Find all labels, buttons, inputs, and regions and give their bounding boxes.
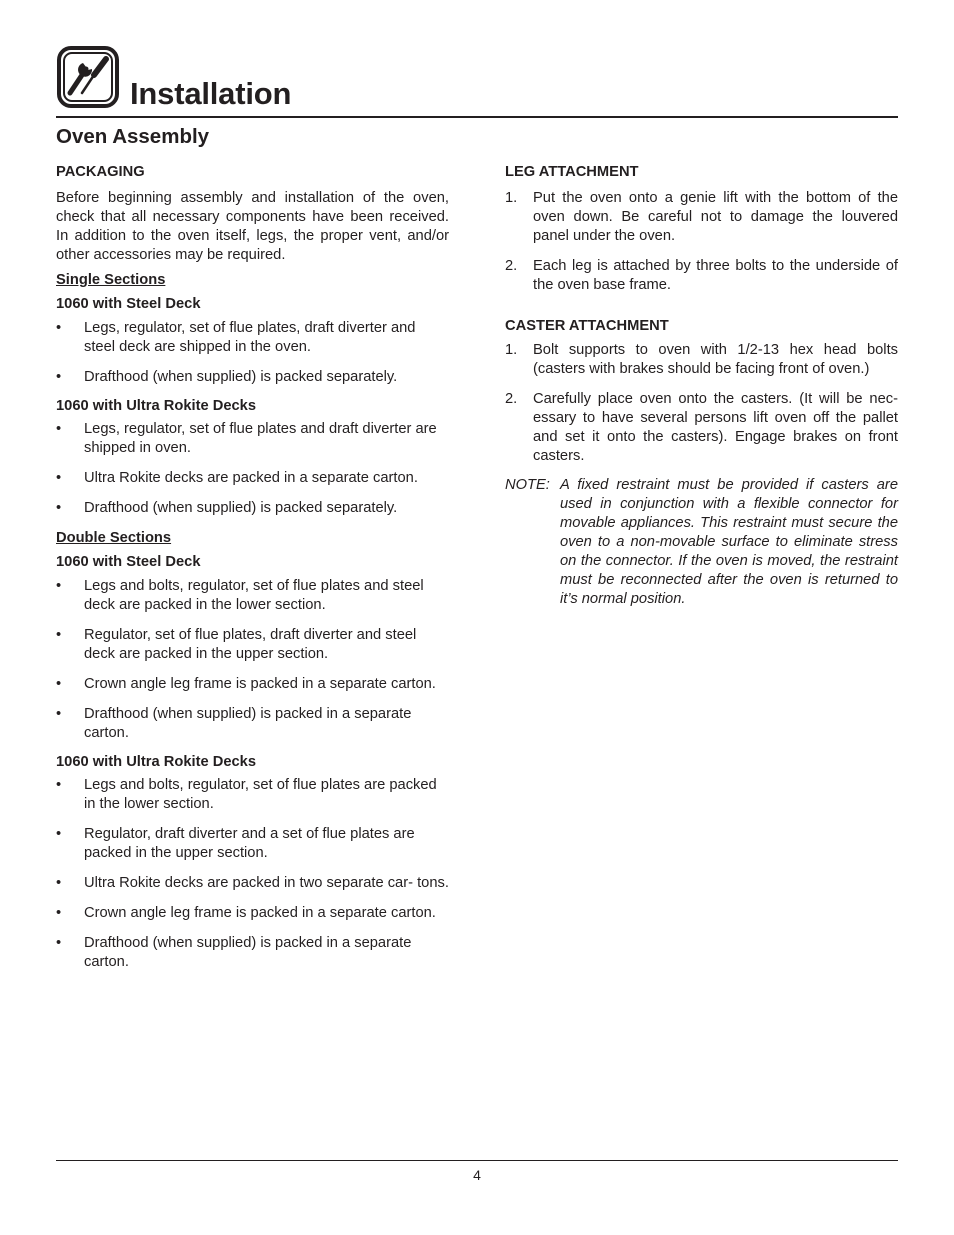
list-item xyxy=(56,577,449,615)
list-item-text: Bolt supports to oven with 1/2-13 hex head bolts (casters with brakes should be facing front of oven.) xyxy=(533,342,898,377)
bullet-mark: • xyxy=(56,578,62,594)
page-number: 4 xyxy=(473,1167,481,1183)
list-item xyxy=(505,189,898,246)
list-item-text: Ultra Rokite decks are packed in two separate car- tons. xyxy=(84,875,449,891)
bullet-mark: • xyxy=(56,826,62,842)
double-rokite-heading: 1060 with Ultra Rokite Decks xyxy=(56,754,256,770)
packaging-heading: PACKAGING xyxy=(56,164,145,180)
packaging-text: Before beginning assembly and installation of the oven, check that all necessary components have been received. In addition to the oven itself, legs, the proper vent, and/or other accessories may be required. xyxy=(56,190,449,263)
note xyxy=(505,476,898,609)
list-item-text: Put the oven onto a genie lift with the bottom of the oven down. Be careful not to damage the louvered panel under the oven. xyxy=(533,190,898,244)
bullet-mark: • xyxy=(56,905,62,921)
list-item xyxy=(56,904,449,923)
footer-rule xyxy=(56,1160,898,1161)
bullet-mark: • xyxy=(56,935,62,951)
note-text: A fixed restraint must be provided if casters are used in conjunction with a flexible connector for movable appliances. This restraint must secure the oven to a non-movable surface to eliminate stress on the connector. If the oven is moved, the restraint must be reconnected after the oven is returned to it’s normal position. xyxy=(560,477,898,607)
list-item-text: Legs and bolts, regulator, set of flue plates and steel deck are packed in the lower section. xyxy=(84,578,424,613)
list-item xyxy=(56,469,449,488)
bullet-mark: • xyxy=(56,421,62,437)
list-item xyxy=(505,390,898,466)
list-item xyxy=(56,825,449,863)
single-rokite-heading: 1060 with Ultra Rokite Decks xyxy=(56,398,256,414)
list-item-text: Legs, regulator, set of flue plates and draft diverter are shipped in oven. xyxy=(84,421,437,456)
list-item-text: Drafthood (when supplied) is packed separately. xyxy=(84,500,398,516)
single-rokite-list xyxy=(56,420,449,518)
wrench-screwdriver-icon xyxy=(56,45,120,109)
bullet-mark: • xyxy=(56,875,62,891)
page-header xyxy=(56,45,898,119)
double-sections-heading: Double Sections xyxy=(56,530,172,546)
page-title: Installation xyxy=(130,76,292,111)
list-item-text: Regulator, set of flue plates, draft diverter and steel deck are packed in the upper section. xyxy=(84,627,417,662)
bullet-mark: • xyxy=(56,777,62,793)
section-title: Oven Assembly xyxy=(56,125,210,148)
bullet-mark: • xyxy=(56,500,62,516)
caster-attachment-heading: CASTER ATTACHMENT xyxy=(505,318,669,334)
list-item xyxy=(56,705,449,743)
caster-attachment-list xyxy=(505,341,898,466)
list-item-text: Each leg is attached by three bolts to the underside of the oven base frame. xyxy=(533,258,898,293)
list-item-text: Drafthood (when supplied) is packed in a separate carton. xyxy=(84,935,412,970)
bullet-mark: • xyxy=(56,627,62,643)
list-item-text: Drafthood (when supplied) is packed in a separate carton. xyxy=(84,706,412,741)
leg-attachment-heading: LEG ATTACHMENT xyxy=(505,164,639,180)
list-item xyxy=(56,874,449,893)
step-number: 2. xyxy=(505,391,518,407)
list-item-text: Crown angle leg frame is packed in a separate carton. xyxy=(84,905,436,921)
list-item-text: Regulator, draft diverter and a set of flue plates are packed in the upper section. xyxy=(84,826,415,861)
bullet-mark: • xyxy=(56,676,62,692)
list-item xyxy=(56,319,449,357)
left-column xyxy=(56,162,449,972)
single-steel-deck-heading: 1060 with Steel Deck xyxy=(56,296,201,312)
list-item xyxy=(56,675,449,694)
list-item-text: Crown angle leg frame is packed in a separate carton. xyxy=(84,676,436,692)
bullet-mark: • xyxy=(56,706,62,722)
note-label: NOTE: xyxy=(505,477,550,493)
step-number: 1. xyxy=(505,190,518,206)
list-item xyxy=(56,420,449,458)
double-rokite-list xyxy=(56,776,449,972)
list-item-text: Ultra Rokite decks are packed in a separate carton. xyxy=(84,470,418,486)
list-item xyxy=(505,341,898,379)
double-steel-deck-list xyxy=(56,577,449,743)
single-steel-deck-list xyxy=(56,319,449,387)
right-column xyxy=(505,162,898,609)
list-item xyxy=(56,368,449,387)
bullet-mark: • xyxy=(56,470,62,486)
list-item-text: Drafthood (when supplied) is packed separately. xyxy=(84,369,398,385)
list-item-text: Legs and bolts, regulator, set of flue plates are packed in the lower section. xyxy=(84,777,437,812)
step-number: 1. xyxy=(505,342,518,358)
double-steel-deck-heading: 1060 with Steel Deck xyxy=(56,554,201,570)
list-item xyxy=(505,257,898,295)
list-item xyxy=(56,934,449,972)
list-item-text: Legs, regulator, set of flue plates, draft diverter and steel deck are shipped in the oven. xyxy=(84,320,416,355)
bullet-mark: • xyxy=(56,369,62,385)
single-sections-heading: Single Sections xyxy=(56,272,166,288)
header-rule xyxy=(56,116,898,118)
list-item xyxy=(56,499,449,518)
list-item xyxy=(56,776,449,814)
step-number: 2. xyxy=(505,258,518,274)
list-item-text: Carefully place oven onto the casters. (It will be nec- essary to have several persons lift oven off the pallet and set it onto the casters). Engage brakes on front casters. xyxy=(533,391,898,464)
list-item xyxy=(56,626,449,664)
leg-attachment-list xyxy=(505,189,898,295)
bullet-mark: • xyxy=(56,320,62,336)
